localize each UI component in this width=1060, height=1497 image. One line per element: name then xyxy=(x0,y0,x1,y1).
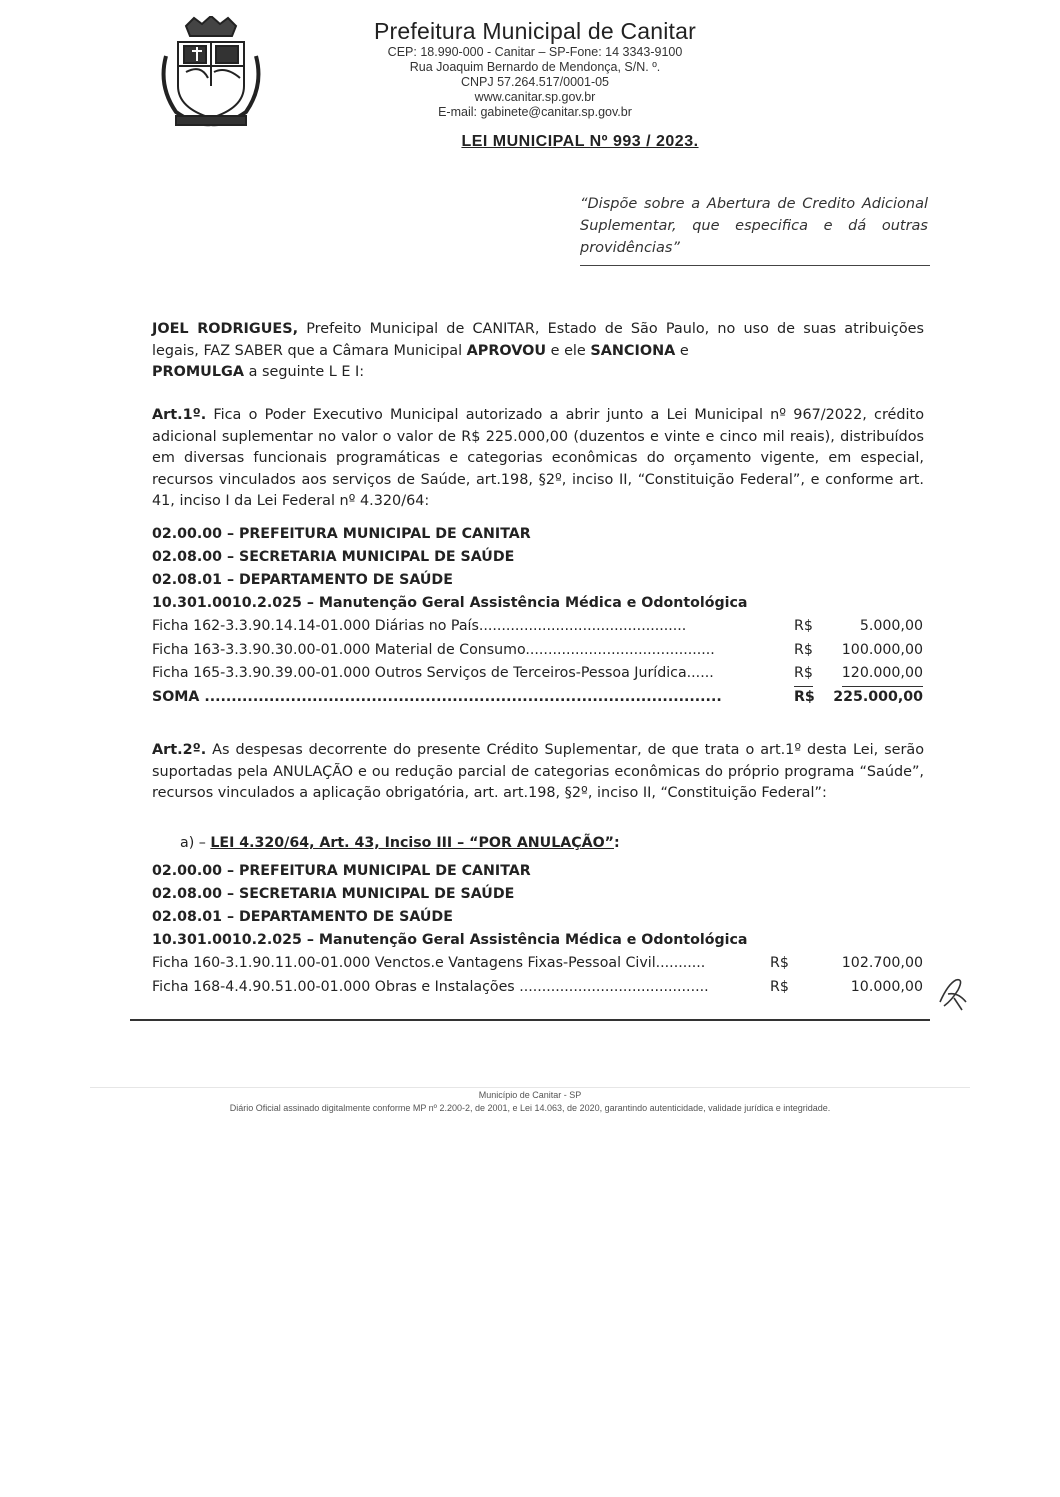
footer-signature-note: Diário Oficial assinado digitalmente conforme MP nº 2.200-2, de 2001, e Lei 14.063, de 2020, garantindo autenticidade, validade jurídica e integridade. xyxy=(229,1103,831,1113)
budget-row-label: Ficha 160-3.1.90.11.00-01.000 Venctos.e Vantagens Fixas-Pessoal Civil........... xyxy=(152,955,706,971)
budget-heading: 02.08.00 – SECRETARIA MUNICIPAL DE SAÚDE xyxy=(152,886,515,902)
budget-heading: 10.301.0010.2.025 – Manutenção Geral Assistência Médica e Odontológica xyxy=(152,932,748,948)
currency: R$ xyxy=(794,662,813,687)
currency: R$ xyxy=(794,688,815,705)
approved-word: APROVOU xyxy=(466,342,547,359)
intro-paragraph xyxy=(152,319,924,384)
budget-row xyxy=(152,952,927,976)
budget-row-label: Ficha 165-3.3.90.39.00-01.000 Outros Serviços de Terceiros-Pessoa Jurídica...... xyxy=(152,665,714,681)
currency: R$ xyxy=(770,978,789,995)
coat-of-arms-emblem xyxy=(156,16,266,130)
initials-mark xyxy=(934,972,970,1012)
budget-heading: 02.00.00 – PREFEITURA MUNICIPAL DE CANITAR xyxy=(152,526,531,542)
article-label: Art.1º. xyxy=(152,407,207,423)
footer-municipality: Município de Canitar - SP xyxy=(478,1090,582,1100)
total-label: SOMA ................................................................................................ xyxy=(152,688,722,705)
email-line: E-mail: gabinete@canitar.sp.gov.br xyxy=(438,105,632,119)
footer-divider xyxy=(90,1087,970,1088)
budget-total-row xyxy=(152,686,927,710)
budget-row-value: 10.000,00 xyxy=(850,978,923,995)
article-label: Art.2º. xyxy=(152,742,207,758)
article-2 xyxy=(152,740,924,805)
intro-text: e xyxy=(675,342,689,359)
article-text: Fica o Poder Executivo Municipal autorizado a abrir junto a Lei Municipal nº 967/2022, crédito adicional suplementar no valor o valor de R$ 225.000,00 (duzentos e vinte e cinco mil reais), distribuídos em diversas funcionais programáticas e categorias econômicas do orçamento vigente, em especial, recursos vinculados aos serviços de Saúde, art.198, §2º, inciso II, “Constituição Federal”, e conforme art. 41, inciso I da Lei Federal nº 4.320/64: xyxy=(152,407,924,509)
budget-heading: 02.08.01 – DEPARTAMENTO DE SAÚDE xyxy=(152,572,453,588)
currency: R$ xyxy=(770,955,789,971)
budget-block-1 xyxy=(152,523,927,709)
item-a-text: LEI 4.320/64, Art. 43, Inciso III – “POR ANULAÇÃO” xyxy=(210,835,614,851)
budget-row-value: 5.000,00 xyxy=(859,618,923,634)
currency: R$ xyxy=(794,618,813,634)
summary-divider xyxy=(580,265,930,266)
budget-row-label: Ficha 168-4.4.90.51.00-01.000 Obras e Instalações .......................................... xyxy=(152,978,709,995)
law-summary: “Dispõe sobre a Abertura de Credito Adicional Suplementar, que especifica e dá outras providências” xyxy=(580,196,928,256)
cnpj-line: CNPJ 57.264.517/0001-05 xyxy=(460,75,610,89)
budget-row-label: Ficha 162-3.3.90.14.14-01.000 Diárias no País.............................................. xyxy=(152,618,687,634)
law-title: LEI MUNICIPAL Nº 993 / 2023. xyxy=(461,133,699,150)
article-text: As despesas decorrente do presente Crédito Suplementar, de que trata o art.1º desta Lei, serão suportadas pela ANULAÇÃO e ou redução parcial de categorias econômicas do próprio programa “Saúde”, recursos vinculados a aplicação obrigatória, art. art.198, §2º, inciso II, “Constituição Federal”: xyxy=(152,742,924,801)
promulgates-word: PROMULGA xyxy=(152,364,244,380)
budget-heading: 10.301.0010.2.025 – Manutenção Geral Assistência Médica e Odontológica xyxy=(152,595,748,611)
organization-name: Prefeitura Municipal de Canitar xyxy=(374,18,696,44)
budget-row xyxy=(152,615,927,639)
cep-phone-line: CEP: 18.990-000 - Canitar – SP-Fone: 14 3343-9100 xyxy=(387,45,683,59)
item-a-prefix: a) – xyxy=(180,835,211,851)
website-line: www.canitar.sp.gov.br xyxy=(474,90,596,104)
budget-row xyxy=(152,639,927,663)
budget-row-label: Ficha 163-3.3.90.30.00-01.000 Material de Consumo.......................................... xyxy=(152,641,715,658)
item-a xyxy=(180,835,620,851)
intro-text: e ele xyxy=(546,342,591,359)
budget-heading: 02.08.01 – DEPARTAMENTO DE SAÚDE xyxy=(152,909,453,925)
intro-text: a seguinte L E I: xyxy=(244,364,365,380)
sanctions-word: SANCIONA xyxy=(590,342,676,359)
budget-row-value: 120.000,00 xyxy=(842,662,923,687)
item-a-suffix: : xyxy=(614,835,620,851)
mayor-name: JOEL RODRIGUES, xyxy=(152,321,299,337)
budget-row-value: 102.700,00 xyxy=(841,955,923,971)
address-line: Rua Joaquim Bernardo de Mendonça, S/N. º. xyxy=(409,60,661,74)
budget-block-2 xyxy=(152,860,927,999)
budget-heading: 02.08.00 – SECRETARIA MUNICIPAL DE SAÚDE xyxy=(152,549,515,565)
budget-row-value: 100.000,00 xyxy=(841,641,923,658)
budget-row xyxy=(152,976,927,1000)
total-value: 225.000,00 xyxy=(833,688,923,705)
page-divider xyxy=(130,1019,930,1021)
budget-heading: 02.00.00 – PREFEITURA MUNICIPAL DE CANITAR xyxy=(152,863,531,879)
intro-text: Prefeito Municipal de CANITAR, Estado de São Paulo, no uso de suas atribuições legais, FAZ SABER que a Câmara Municipal xyxy=(152,321,924,359)
budget-row xyxy=(152,662,927,686)
article-1 xyxy=(152,405,924,513)
letterhead xyxy=(300,18,770,120)
currency: R$ xyxy=(794,641,813,658)
